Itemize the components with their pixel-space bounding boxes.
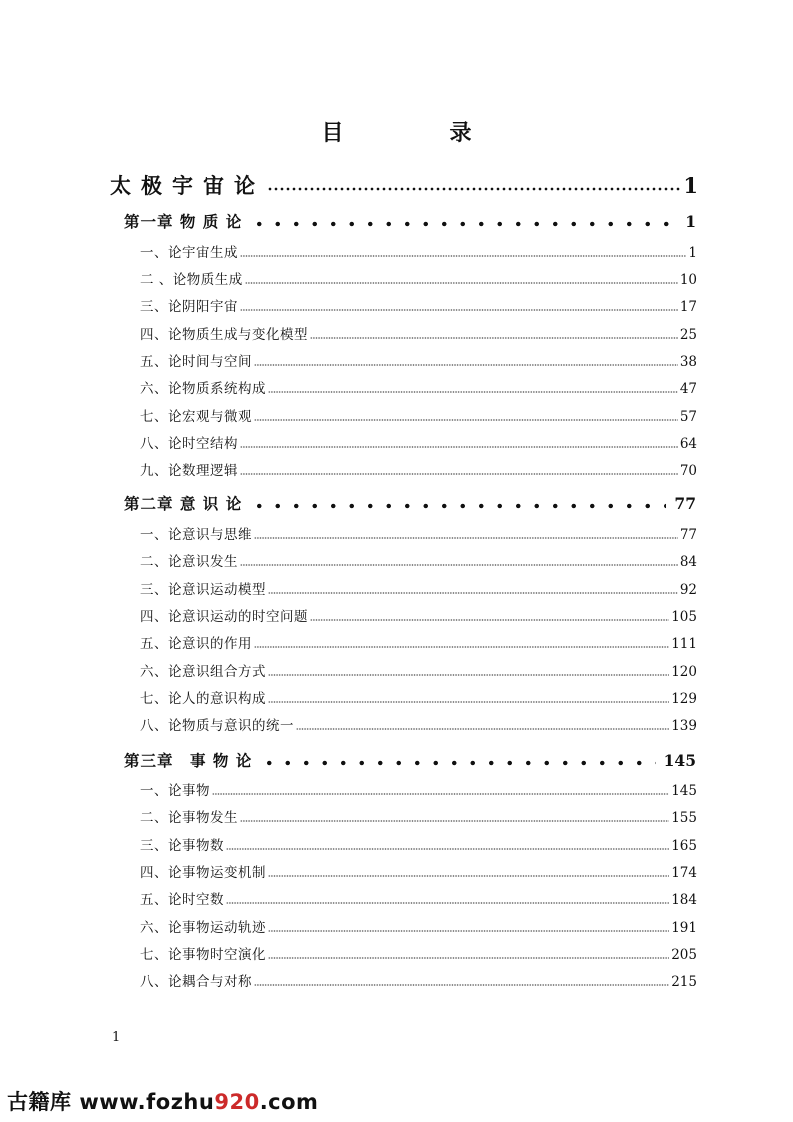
dot-leader (245, 282, 678, 284)
section-page: 70 (679, 463, 697, 479)
section-title: 七、论人的意识构成 (140, 691, 266, 707)
toc-section-entry[interactable] (140, 632, 697, 654)
dot-leader (250, 503, 666, 509)
section-title: 九、论数理逻辑 (140, 463, 238, 479)
toc-section-entry[interactable] (140, 432, 697, 454)
page-title: 目 录 (321, 120, 514, 146)
section-page: 165 (671, 838, 697, 854)
chapter-page: 77 (674, 494, 696, 513)
section-title: 二 、论物质生成 (140, 272, 243, 288)
section-page: 92 (679, 582, 697, 598)
dot-leader (260, 760, 655, 766)
section-page: 111 (671, 636, 697, 652)
toc-part-title: 太极宇宙论 (110, 173, 265, 198)
toc-section-entry[interactable] (140, 916, 697, 938)
section-title: 三、论意识运动模型 (140, 582, 266, 598)
dot-leader (240, 564, 678, 566)
chapter-title: 第一章 物 质 论 (124, 212, 243, 231)
watermark-url-suffix: .com (259, 1090, 319, 1114)
site-watermark[interactable] (7, 1086, 318, 1116)
toc-section-entry[interactable] (140, 970, 697, 992)
chapter-page: 145 (663, 751, 696, 770)
section-page: 64 (679, 436, 697, 452)
toc-chapter-entry[interactable] (124, 749, 696, 773)
dot-leader (254, 984, 669, 986)
section-title: 二、论意识发生 (140, 554, 238, 570)
dot-leader (268, 875, 669, 877)
section-page: 1 (688, 245, 697, 261)
dot-leader (254, 364, 678, 366)
section-page: 120 (671, 664, 697, 680)
toc-section-entry[interactable] (140, 241, 697, 263)
section-title: 五、论时间与空间 (140, 354, 252, 370)
toc-section-entry[interactable] (140, 943, 697, 965)
section-title: 八、论耦合与对称 (140, 974, 252, 990)
dot-leader (240, 473, 678, 475)
section-title: 四、论事物运变机制 (140, 865, 266, 881)
section-page: 139 (671, 718, 697, 734)
section-page: 47 (679, 381, 697, 397)
section-page: 215 (671, 974, 697, 990)
section-page: 191 (671, 920, 697, 936)
section-title: 一、论意识与思维 (140, 527, 252, 543)
section-title: 八、论物质与意识的统一 (140, 718, 294, 734)
section-page: 57 (679, 409, 697, 425)
toc-section-entry[interactable] (140, 834, 697, 856)
dot-leader (240, 446, 678, 448)
toc-part-page: 1 (683, 173, 698, 198)
toc-section-entry[interactable] (140, 578, 697, 600)
section-page: 145 (671, 783, 697, 799)
dot-leader (267, 187, 681, 191)
dot-leader (240, 309, 678, 311)
chapter-title: 第三章 事 物 论 (124, 751, 253, 770)
dot-leader (254, 419, 678, 421)
section-page: 84 (679, 554, 697, 570)
dot-leader (226, 848, 669, 850)
toc-section-entry[interactable] (140, 350, 697, 372)
section-page: 105 (671, 609, 697, 625)
toc-section-entry[interactable] (140, 660, 697, 682)
section-page: 205 (671, 947, 697, 963)
section-page: 17 (679, 299, 697, 315)
toc-chapter-entry[interactable] (124, 492, 696, 516)
toc-section-entry[interactable] (140, 605, 697, 627)
page-number: 1 (112, 1030, 121, 1045)
dot-leader (250, 221, 677, 227)
section-page: 155 (671, 810, 697, 826)
toc-section-entry[interactable] (140, 295, 697, 317)
dot-leader (268, 701, 669, 703)
section-page: 184 (671, 892, 697, 908)
section-page: 10 (679, 272, 697, 288)
section-page: 174 (671, 865, 697, 881)
section-page: 77 (679, 527, 697, 543)
toc-section-entry[interactable] (140, 323, 697, 345)
dot-leader (240, 820, 669, 822)
dot-leader (240, 255, 686, 257)
section-title: 一、论事物 (140, 783, 210, 799)
toc-section-entry[interactable] (140, 550, 697, 572)
dot-leader (268, 930, 669, 932)
toc-section-entry[interactable] (140, 377, 697, 399)
dot-leader (268, 592, 678, 594)
dot-leader (226, 902, 669, 904)
section-page: 25 (679, 327, 697, 343)
section-title: 五、论意识的作用 (140, 636, 252, 652)
dot-leader (268, 957, 669, 959)
section-title: 三、论阴阳宇宙 (140, 299, 238, 315)
section-title: 五、论时空数 (140, 892, 224, 908)
toc-section-entry[interactable] (140, 714, 697, 736)
section-title: 七、论宏观与微观 (140, 409, 252, 425)
dot-leader (212, 793, 669, 795)
section-title: 七、论事物时空演化 (140, 947, 266, 963)
dot-leader (254, 646, 669, 648)
chapter-page: 1 (685, 212, 696, 231)
chapter-title: 第二章 意 识 论 (124, 494, 243, 513)
dot-leader (254, 537, 678, 539)
toc-section-entry[interactable] (140, 888, 697, 910)
section-page: 129 (671, 691, 697, 707)
section-title: 八、论时空结构 (140, 436, 238, 452)
section-title: 一、论宇宙生成 (140, 245, 238, 261)
dot-leader (310, 619, 669, 621)
dot-leader (268, 391, 678, 393)
dot-leader (268, 674, 669, 676)
section-title: 二、论事物发生 (140, 810, 238, 826)
toc-section-entry[interactable] (140, 459, 697, 481)
toc-section-entry[interactable] (140, 268, 697, 290)
watermark-site-name: 古籍库 (7, 1090, 72, 1114)
section-title: 六、论意识组合方式 (140, 664, 266, 680)
toc-section-entry[interactable] (140, 779, 697, 801)
section-title: 四、论意识运动的时空问题 (140, 609, 308, 625)
watermark-url-highlight: 920 (214, 1090, 260, 1114)
section-title: 四、论物质生成与变化模型 (140, 327, 308, 343)
section-title: 六、论事物运动轨迹 (140, 920, 266, 936)
toc-part-entry[interactable] (110, 170, 698, 200)
toc-section-entry[interactable] (140, 806, 697, 828)
section-title: 三、论事物数 (140, 838, 224, 854)
section-title: 六、论物质系统构成 (140, 381, 266, 397)
section-page: 38 (679, 354, 697, 370)
toc-section-entry[interactable] (140, 405, 697, 427)
dot-leader (296, 728, 669, 730)
watermark-url-prefix: www.fozhu (79, 1090, 215, 1114)
toc-section-entry[interactable] (140, 523, 697, 545)
toc-chapter-entry[interactable] (124, 210, 696, 234)
toc-section-entry[interactable] (140, 861, 697, 883)
toc-section-entry[interactable] (140, 687, 697, 709)
dot-leader (310, 337, 678, 339)
